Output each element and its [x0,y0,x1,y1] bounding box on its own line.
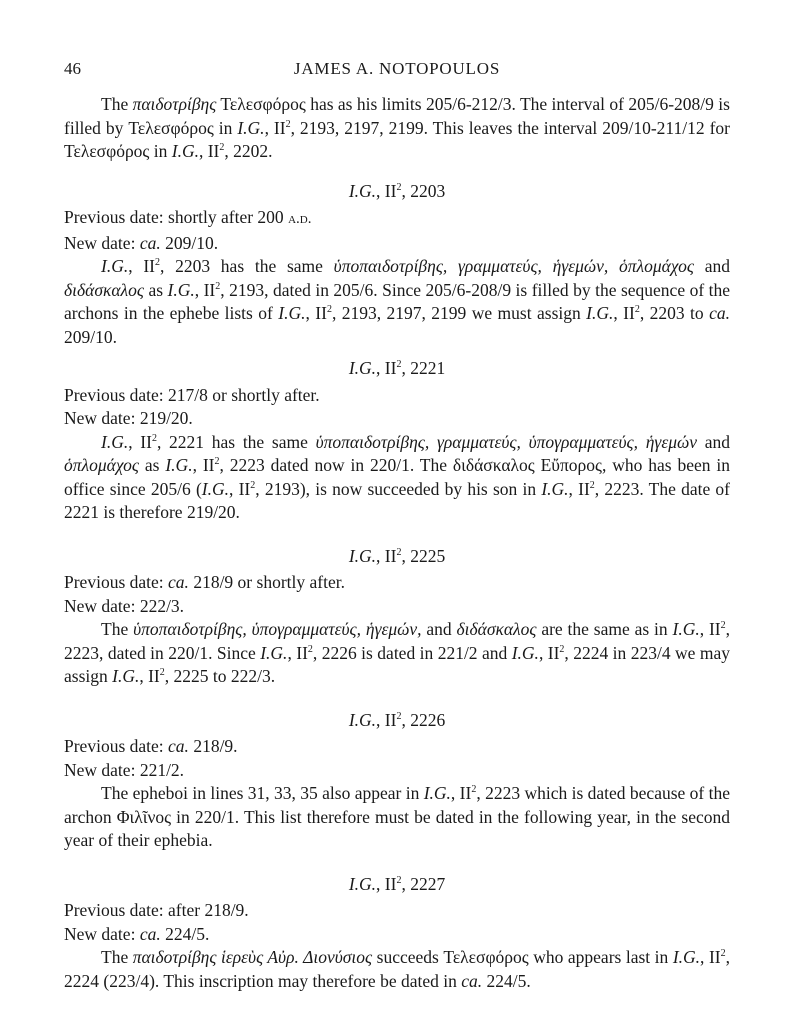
section-heading-2227: I.G., $II^2$, 2227 [348,873,446,894]
new-date-2221: New date: 219/20. [64,408,193,428]
section-heading-2225: I.G., $II^2$, 2225 [348,545,446,566]
page-body [64,93,730,993]
new-date-2227: New date: ca. 224/5. [64,923,210,944]
previous-date-2203: Previous date: shortly after 200 a.d. [64,207,312,227]
new-date-2225: New date: 222/3. [64,595,185,616]
previous-date-2221: Previous date: 217/8 or shortly after. [64,384,320,405]
running-head: JAMES A. NOTOPOULOS [293,59,501,78]
previous-date-2225: Previous date: ca. 218/9 or shortly after. [64,572,345,592]
page-number: 46 [64,59,81,78]
section-body-2203: I.G., $II^2$, 2203 has the same ὑποπαιδοτρίβης, γραμματεύς, ἡγεμών, ὁπλομάχος and διδάσκαλος as I.G., $II^2$, 2193, dated in 205/6. Since 205/6-208/9 is filled by the sequence of the archons in the ephebe lists of I.G., $II^2$, 2193, 2197, 2199 we must assign I.G., $II^2$, 2203 to ca. 209/10. [64,256,731,347]
section-heading-2203: I.G., $II^2$, 2203 [348,180,446,201]
page-header [64,59,730,83]
new-date-2226: New date: 221/2. [64,759,185,780]
previous-date-2226: Previous date: ca. 218/9. [64,736,238,756]
new-date-2203: New date: ca. 209/10. [64,232,219,253]
section-heading-2226: I.G., $II^2$, 2226 [348,709,446,730]
section-body-2226: The epheboi in lines 31, 33, 35 also appear in I.G., $II^2$, 2223 which is dated because of the archon Φιλῖνος in 220/1. This list therefore must be dated in the following year, in the second year of their ephebia. [64,783,731,850]
section-body-2227: The παιδοτρίβης ἱερεὺς Αὐρ. Διονύσιος succeeds Τελεσφόρος who appears last in I.G., $II^2$, 2224 (223/4). This inscription may therefore be dated in ca. 224/5. [64,947,730,991]
section-body-2221: I.G., $II^2$, 2221 has the same ὑποπαιδοτρίβης, γραμματεύς, ὑπογραμματεύς, ἡγεμών and ὁπλομάχος as I.G., $II^2$, 2223 dated now in 220/1. The διδάσκαλος Εὔπορος, who has been in office since 205/6 (I.G., $II^2$, 2193), is now succeeded by his son in I.G., $II^2$, 2223. The date of 2221 is therefore 219/20. [64,431,731,522]
previous-date-2227: Previous date: after 218/9. [64,900,249,920]
section-heading-2221: I.G., $II^2$, 2221 [348,358,446,378]
section-body-2225: The ὑποπαιδοτρίβης, ὑπογραμματεύς, ἡγεμών, and διδάσκαλος are the same as in I.G., $II^2$, 2223, dated in 220/1. Since I.G., $II^2$, 2226 is dated in 221/2 and I.G., $II^2$, 2224 in 223/4 we may assign I.G., $II^2$, 2225 to 222/3. [64,619,731,686]
intro-paragraph: The παιδοτρίβης Τελεσφόρος has as his limits 205/6-212/3. The interval of 205/6-208/9 is filled by Τελεσφόρος in I.G., $II^2$, 2193, 2197, 2199. This leaves the interval 209/10-211/12 for Τελεσφόρος in I.G., $II^2$, 2202. [64,94,731,161]
